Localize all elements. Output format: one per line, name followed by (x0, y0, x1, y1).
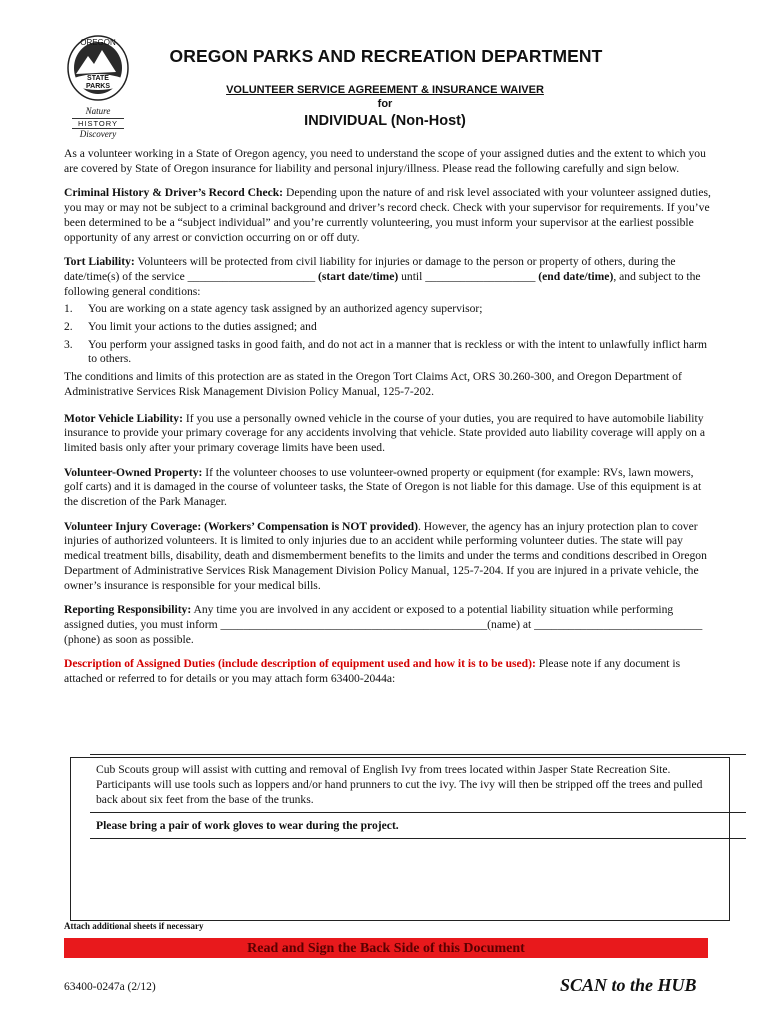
duties-heading: Description of Assigned Duties (include description of equipment used and how it is to be used): (64, 657, 536, 671)
reporting-section (64, 603, 712, 647)
property-text: If the volunteer chooses to use volunteer-owned property or equipment (for example: RVs, lawn mowers, golf carts) and it is damaged in the course of volunteer tasks, the State of Oregon is not liable for this damage. Use of this equipment is at the discretion of the Park Manager. (64, 465, 702, 509)
attach-note: Attach additional sheets if necessary (64, 921, 204, 931)
duties-description[interactable]: Cub Scouts group will assist with cutting and removal of English Ivy from trees located within Jasper State Recreation Site. Participants will use tools such as loppers and/or hand prunners to cut the ivy. The ivy will then be stripped off the trees and pulled back about six feet from the base of the trunks. (96, 763, 703, 806)
department-title: OREGON PARKS AND RECREATION DEPARTMENT (169, 46, 603, 66)
reporting-text[interactable]: Any time you are involved in any accident or exposed to a potential liability situation while performing assigned duties, you must inform ______________________________________________(name) at _____________________________ (phone) as soon as possible. (64, 603, 703, 646)
condition-item: 1. You are working on a state agency task assigned by an authorized agency supervisor; (64, 302, 483, 316)
tort-closing: The conditions and limits of this protection are as stated in the Oregon Tort Claims Act, ORS 30.260-300, and Oregon Department of Administrative Services Risk Management Division Policy Manual, 125-7-202. (64, 370, 682, 398)
end-date-label: (end date/time) (538, 269, 614, 283)
svg-text:PARKS: PARKS (86, 83, 110, 90)
duties-gloves-note[interactable]: Please bring a pair of work gloves to wear during the project. (96, 819, 399, 832)
form-number: 63400-0247a (2/12) (64, 981, 156, 993)
until-field[interactable]: until ___________________ (398, 269, 539, 283)
condition-item: 3. You perform your assigned tasks in good faith, and do not act in a manner that is reckless or with the intent to unlawfully inflict harm to others. (64, 337, 707, 366)
svg-text:STATE: STATE (87, 75, 109, 82)
svg-text:OREGON: OREGON (80, 38, 116, 47)
read-sign-banner: Read and Sign the Back Side of this Document (64, 938, 708, 958)
oregon-state-parks-logo (60, 34, 136, 140)
form-body (64, 147, 712, 697)
criminal-heading: Criminal History & Driver’s Record Check: (64, 186, 284, 200)
motor-section (64, 412, 712, 456)
injury-section (64, 520, 712, 594)
motor-text: If you use a personally owned vehicle in the course of your duties, you are required to have automobile liability insurance to provide your primary coverage for any accidents involving that vehicle. State provided auto liability coverage will apply on a limited basis only after your primary coverage limits have been used. (64, 411, 705, 454)
duties-section (64, 657, 712, 686)
duties-note: Please note if any document is attached or referred to for details or you may attach form 63400-2044a: (64, 657, 681, 686)
duties-rule-1 (90, 812, 746, 813)
logo-discovery: Discovery (79, 129, 117, 139)
agreement-type: INDIVIDUAL (Non-Host) (304, 113, 466, 129)
motor-heading: Motor Vehicle Liability: (64, 411, 183, 425)
scan-to-hub: SCAN to the HUB (560, 975, 697, 995)
logo-seal-icon (60, 34, 136, 106)
tort-section (64, 255, 712, 399)
tort-heading: Tort Liability: (64, 255, 135, 269)
reporting-heading: Reporting Responsibility: (64, 603, 192, 617)
start-date-label: (start date/time) (318, 269, 399, 283)
conditions-list (64, 302, 712, 367)
injury-heading: Volunteer Injury Coverage: (64, 519, 202, 533)
logo-history: HISTORY (72, 118, 124, 129)
property-heading: Volunteer-Owned Property: (64, 465, 203, 479)
injury-text: . However, the agency has an injury protection plan to cover injuries of authorized volunteers. It is limited to only injuries due to an accident while performing volunteer duties. The state will pay medical treatment bills, disability, death and dismemberment benefits to the limits and under the terms and conditions described in Oregon Department of Administrative Services Risk Management Division Policy Manual, 125-7-204. If you are injured in a private vehicle, the owner’s insurance is responsible for your medical bills. (64, 519, 707, 592)
duties-top-line (90, 754, 746, 755)
duties-rule-2 (90, 838, 746, 839)
tort-text2: , and subject to the following general conditions: (64, 269, 701, 298)
criminal-section (64, 186, 712, 245)
injury-bold-note: (Workers’ Compensation is NOT provided) (201, 519, 418, 533)
tort-text1: Volunteers will be protected from civil liability for injuries or damage to the person or property of others, during the date/time(s) of the service ______________________ (64, 255, 676, 283)
intro-paragraph: As a volunteer working in a State of Oregon agency, you need to understand the scope of your assigned duties and the extent to which you are covered by State of Oregon insurance for liability and personal injury/illness. Please read the following carefully and sign below. (64, 147, 706, 175)
condition-item: 2. You limit your actions to the duties assigned; and (64, 320, 317, 334)
logo-nature: Nature (85, 106, 111, 116)
agreement-title: VOLUNTEER SERVICE AGREEMENT & INSURANCE WAIVER (226, 84, 544, 96)
criminal-text: Depending upon the nature of and risk level associated with your volunteer assigned duties, you may or may not be subject to a criminal background and driver’s record check. Check with your supervisor for requirements. If you’ve been determined to be a “subject individual” and you’re currently volunteering, you must inform your supervisor at the earliest possible opportunity of any arrest or conviction occurring on or off duty. (64, 186, 711, 244)
for-label: for (377, 98, 393, 110)
property-section (64, 466, 712, 510)
